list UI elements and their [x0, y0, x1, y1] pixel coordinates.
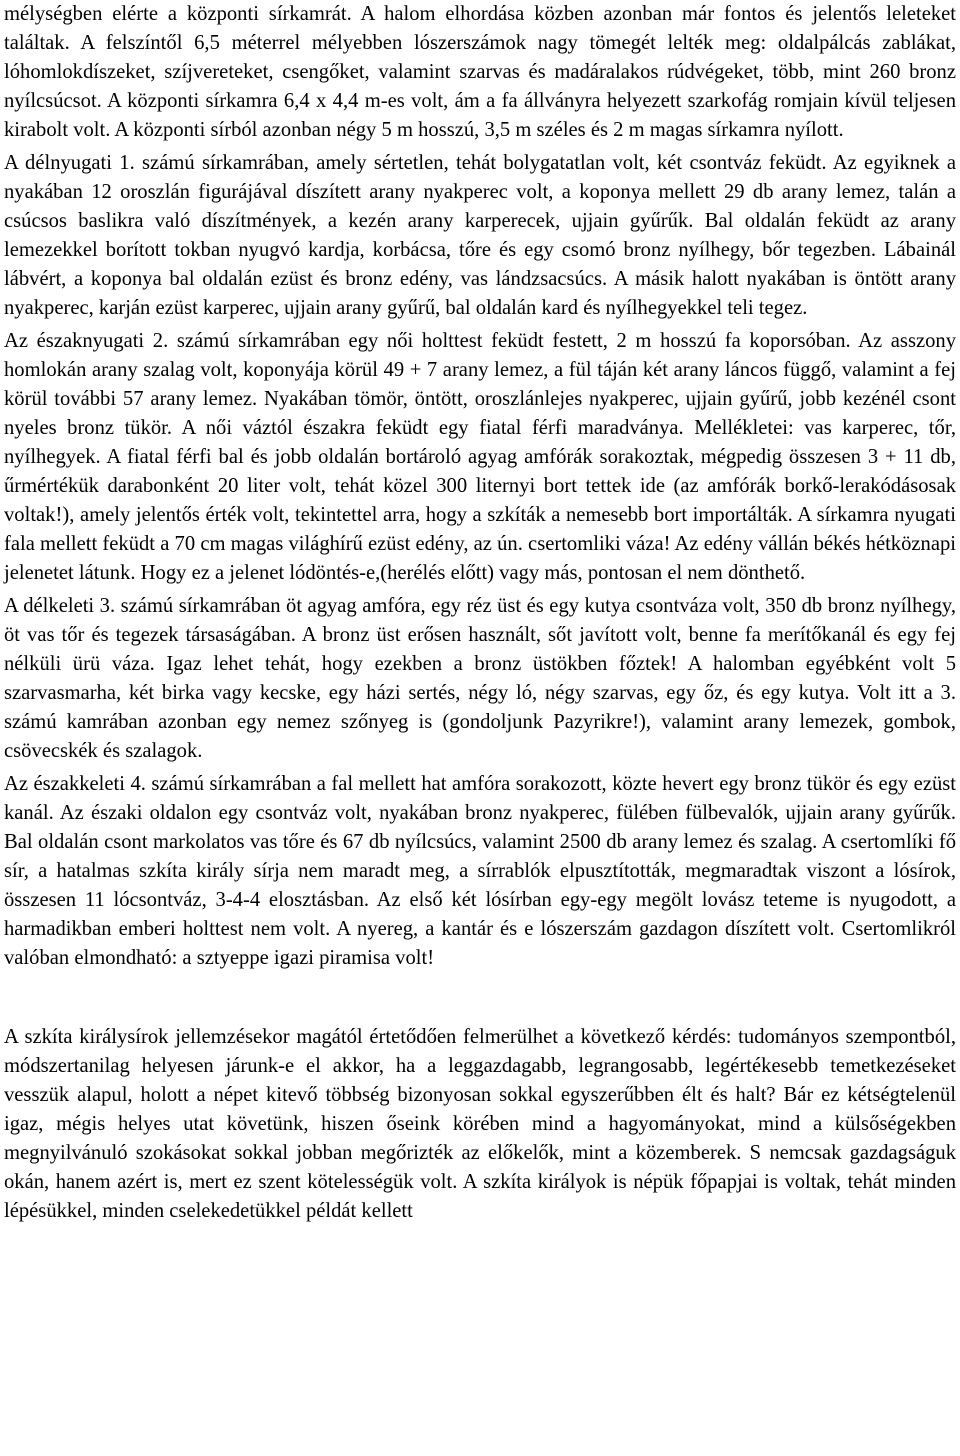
paragraph-northwest-chamber: Az északnyugati 2. számú sírkamrában egy női holttest feküdt festett, 2 m hosszú fa koporsóban. Az asszony homlokán arany szalag volt, koponyája körül 49 + 7 arany lemez, a fül táján két arany láncos függő, valamint a fej körül további 57 arany lemez. Nyakában tömör, öntött, oroszlánlejes nyakperec, ujjain gyűrű, jobb kezénél csont nyeles bronz tükör. A női váztól északra feküdt egy fiatal férfi maradványa. Mellékletei: vas karperec, tőr, nyílhegyek. A fiatal férfi bal és jobb oldalán bortároló agyag amfórák sorakoztak, mégpedig összesen 3 + 11 db, űrmértékük darabonként 20 liter volt, tehát közel 300 liternyi bort tettek ide (az amfórák borkő-lerakódásosak voltak!), amely jelentős érték volt, tekintettel arra, hogy a szkíták a nemesebb bort importálták. A sírkamra nyugati fala mellett feküdt a 70 cm magas világhírű ezüst edény, az ún. csertomliki váza! Az edény vállán békés hétköznapi jelenetet látunk. Hogy ez a jelenet lódöntés-e,(herélés előtt) vagy más, pontosan el nem dönthető. — [4, 330, 956, 584]
paragraph-csertomlik-central-chamber: mélységben elérte a központi sírkamrát. A halom elhordása közben azonban már fontos és jelentős leleteket találtak. A felszíntől 6,5 méterrel mélyebben lószerszámok nagy tömegét lelték meg: oldalpálcás zablákat, lóhomlokdíszeket, szíjvereteket, csengőket, valamint szarvas és madáralakos rúdvégeket, több, mint 260 bronz nyílcsúcsot. A központi sírkamra 6,4 x 4,4 m-es volt, ám a fa állványra helyezett szarkofág romjain kívül teljesen kirabolt volt. A központi sírból azonban négy 5 m hosszú, 3,5 m széles és 2 m magas sírkamra nyílott. — [4, 3, 956, 141]
paragraph-royal-tombs-methodology: A szkíta királysírok jellemzésekor magától értetődően felmerülhet a következő kérdés: tudományos szempontból, módszertanilag helyesen járunk-e el akkor, ha a leggazdagabb, legrangosabb, legértékesebb temetkezéseket vesszük alapul, holott a népet kitevő többség bizonyosan sokkal egyszerűbben élt és halt? Bár ez kétségtelenül igaz, mégis helyes utat követünk, hiszen őseink körében mind a hagyományokat, mind a külsőségekben megnyilvánuló szokásokat sokkal jobban megőrizték az előkelők, mint a közemberek. S nemcsak gazdagságuk okán, hanem azért is, mert ez szent kötelességük volt. A szkíta királyok is népük főpapjai is voltak, tehát minden lépésükkel, minden cselekedetükkel példát kellett — [4, 1026, 956, 1222]
paragraph-southwest-chamber: A délnyugati 1. számú sírkamrában, amely sértetlen, tehát bolygatatlan volt, két csontváz feküdt. Az egyiknek a nyakában 12 oroszlán figurájával díszített arany nyakperec volt, a koponya mellett 29 db arany lemez, talán a csúcsos baslikra való díszítmények, a kezén arany karperecek, ujjain gyűrűk. Bal oldalán feküdt az arany lemezekkel borított tokban nyugvó kardja, korbácsa, tőre és egy csomó bronz nyílhegy, bőr tegezben. Lábainál lábvért, a koponya bal oldalán ezüst és bronz edény, vas lándzsacsúcs. A másik halott nyakában is öntött arany nyakperec, karján ezüst karperec, ujjain arany gyűrű, bal oldalán kard és nyílhegyekkel teli tegez. — [4, 152, 956, 319]
paragraph-northeast-chamber: Az északkeleti 4. számú sírkamrában a fal mellett hat amfóra sorakozott, közte hevert egy bronz tükör és egy ezüst kanál. Az északi oldalon egy csontváz volt, nyakában bronz nyakperec, fülében fülbevalók, ujjain arany gyűrűk. Bal oldalán csont markolatos vas tőre és 67 db nyílcsúcs, valamint 2500 db arany lemez és szalag. A csertomlíki fő sír, a hatalmas szkíta király sírja nem maradt meg, a sírrablók elpusztították, megmaradtak viszont a lósírok, összesen 11 lócsontváz, 3-4-4 elosztásban. Az első két lósírban egy-egy megölt lovász teteme is nyugodott, a harmadikban emberi holttest nem volt. A nyereg, a kantár és e lószerszám gazdagon díszített volt. Csertomlikról valóban elmondható: a sztyeppe igazi piramisa volt! — [4, 773, 956, 969]
paragraph-southeast-chamber: A délkeleti 3. számú sírkamrában öt agyag amfóra, egy réz üst és egy kutya csontváza volt, 350 db bronz nyílhegy, öt vas tőr és tegezek társaságában. A bronz üst erősen használt, sőt javított volt, benne fa merítőkanál és egy fej nélküli ürü váza. Igaz lehet tehát, hogy ezekben a bronz üstökben főztek! A halomban egyébként volt 5 szarvasmarha, két birka vagy kecske, egy házi sertés, négy ló, négy szarvas, egy őz, és egy kutya. Volt itt a 3. számú kamrában azonban egy nemez szőnyeg is (gondoljunk Pazyrikre!), valamint arany lemezek, gombok, csövecskék és szalagok. — [4, 595, 956, 762]
